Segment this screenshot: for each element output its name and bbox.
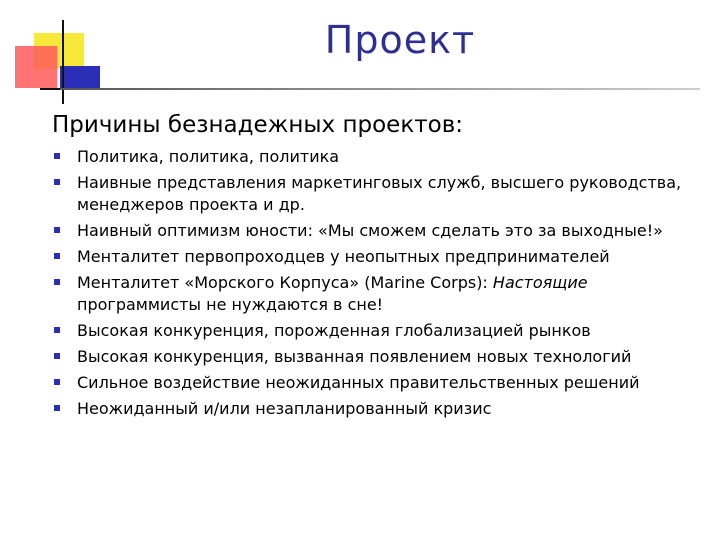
slide-title: Проект: [324, 18, 476, 62]
bullet-square-icon: [54, 379, 60, 385]
logo-red-square: [15, 46, 57, 88]
list-item-text: Политика, политика, политика: [77, 147, 340, 166]
list-item-text: Сильное воздействие неожиданных правительственных решений: [77, 373, 640, 392]
slide-heading: Причины безнадежных проектов:: [52, 112, 464, 138]
bullet-square-icon: [54, 153, 60, 159]
logo-vertical-line: [62, 20, 64, 104]
bullet-square-icon: [54, 279, 60, 285]
list-item: [52, 272, 692, 316]
bullet-square-icon: [54, 405, 60, 411]
list-item: [52, 372, 692, 394]
bullet-list: [52, 146, 692, 424]
bullet-square-icon: [54, 353, 60, 359]
list-item-text: Менталитет первопроходцев у неопытных предпринимателей: [77, 247, 610, 266]
list-item-text: Наивный оптимизм юности: «Мы сможем сделать это за выходные!»: [77, 221, 663, 240]
list-item-text-start: Менталитет «Морского Корпуса» (Marine Corps):: [77, 273, 493, 292]
title-divider: [60, 88, 700, 90]
list-item-text: Наивные представления маркетинговых служб, высшего руководства, менеджеров проекта и др.: [77, 173, 682, 214]
logo-blue-square: [60, 66, 100, 90]
list-item-text-italic: Настоящие: [492, 273, 588, 292]
list-item: [52, 346, 692, 368]
list-item-text: Высокая конкуренция, порожденная глобализацией рынков: [77, 321, 591, 340]
list-item-text: Высокая конкуренция, вызванная появлением новых технологий: [77, 347, 632, 366]
list-item: [52, 320, 692, 342]
list-item: [52, 220, 692, 242]
bullet-square-icon: [54, 227, 60, 233]
list-item-text-end: программисты не нуждаются в сне!: [77, 295, 384, 314]
list-item: [52, 172, 692, 216]
list-item: [52, 398, 692, 420]
bullet-square-icon: [54, 253, 60, 259]
slide-logo-graphic: [0, 0, 110, 110]
list-item: [52, 246, 692, 268]
bullet-square-icon: [54, 179, 60, 185]
bullet-square-icon: [54, 327, 60, 333]
list-item: [52, 146, 692, 168]
list-item-text: Неожиданный и/или незапланированный кризис: [77, 399, 492, 418]
